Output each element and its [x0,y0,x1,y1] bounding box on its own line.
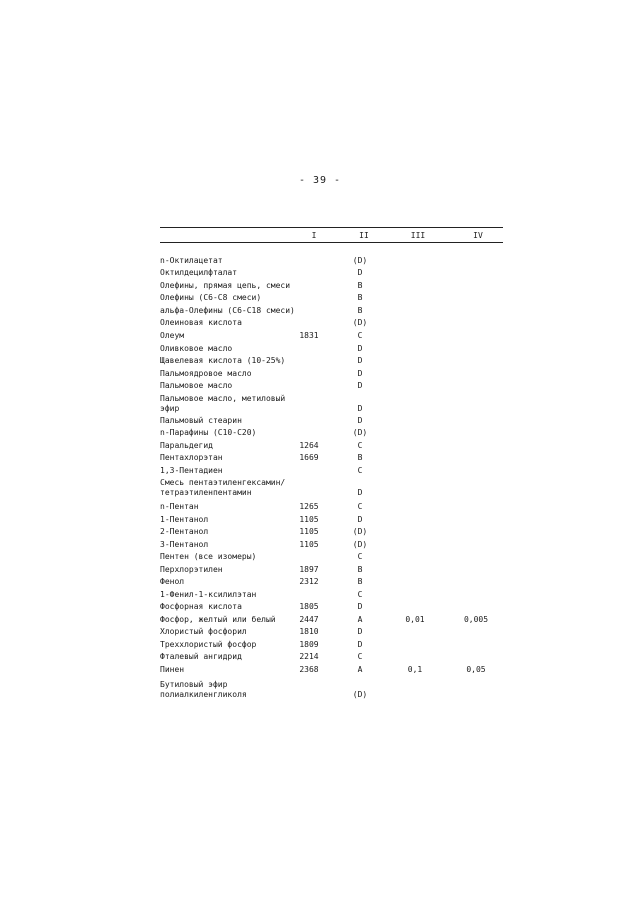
page-number: - 39 - [298,175,342,186]
substance-name: Олеум [160,331,185,340]
cell-col-2: D [357,488,363,497]
cell-col-2: (D) [352,690,368,699]
cell-col-2: D [357,268,363,277]
substance-name: Фосфор, желтый или белый [160,615,276,624]
substance-name: 3-Пентанол [160,540,209,549]
cell-col-1: 2368 [299,665,319,674]
table-top-rule [160,227,503,228]
cell-col-2: C [357,590,363,599]
substance-name: Фосфорная кислота [160,602,242,611]
substance-name: Пентахлорэтан [160,453,223,462]
column-header-3: III [410,231,426,240]
column-header-1: I [311,231,317,240]
cell-col-1: 2447 [299,615,319,624]
cell-col-1: 1669 [299,453,319,462]
substance-name: Олефины (C6-C8 смеси) [160,293,262,302]
substance-name: n-Пентан [160,502,199,511]
substance-name: 2-Пентанол [160,527,209,536]
substance-name: Олеиновая кислота [160,318,242,327]
cell-col-2: B [357,293,363,302]
substance-name: Бутиловый эфир полиалкиленгликоля [160,680,247,699]
cell-col-2: A [357,665,363,674]
cell-col-4: 0,05 [466,665,486,674]
substance-name: Перхлорэтилен [160,565,223,574]
cell-col-2: D [357,381,363,390]
cell-col-2: D [357,515,363,524]
cell-col-2: B [357,565,363,574]
cell-col-2: D [357,416,363,425]
cell-col-2: D [357,369,363,378]
substance-name: Фталевый ангидрид [160,652,242,661]
cell-col-2: A [357,615,363,624]
cell-col-2: (D) [352,527,368,536]
cell-col-2: D [357,404,363,413]
substance-name: Пальмовый стеарин [160,416,242,425]
substance-name: 1-Пентанол [160,515,209,524]
substance-name: Треххлористый фосфор [160,640,257,649]
cell-col-1: 1831 [299,331,319,340]
cell-col-2: B [357,281,363,290]
cell-col-2: C [357,652,363,661]
cell-col-1: 1105 [299,515,319,524]
substance-name: n-Октилацетат [160,256,223,265]
substance-name: Пальмовое масло [160,381,233,390]
cell-col-2: C [357,331,363,340]
substance-name: Щавелевая кислота (10-25%) [160,356,286,365]
substance-name: Хлористый фосфорил [160,627,247,636]
cell-col-1: 1265 [299,502,319,511]
substance-name: Пальмовое масло, метиловый эфир [160,394,286,413]
cell-col-1: 1810 [299,627,319,636]
cell-col-2: B [357,577,363,586]
cell-col-3: 0,1 [407,665,423,674]
substance-name: Смесь пентаэтиленгексамин/ тетраэтиленпентамин [160,478,286,497]
cell-col-1: 1105 [299,527,319,536]
cell-col-2: (D) [352,318,368,327]
cell-col-1: 1105 [299,540,319,549]
cell-col-1: 2214 [299,652,319,661]
table-header-rule [160,242,503,243]
cell-col-2: D [357,627,363,636]
cell-col-2: C [357,552,363,561]
cell-col-4: 0,005 [463,615,489,624]
cell-col-2: D [357,356,363,365]
cell-col-2: D [357,640,363,649]
substance-name: 1,3-Пентадиен [160,466,223,475]
substance-name: Оливковое масло [160,344,233,353]
substance-name: 1-Фенил-1-ксилилэтан [160,590,257,599]
cell-col-2: C [357,502,363,511]
substance-name: Пальмоядровое масло [160,369,252,378]
cell-col-1: 1264 [299,441,319,450]
column-header-2: II [359,231,369,240]
cell-col-1: 1897 [299,565,319,574]
substance-name: Пинен [160,665,185,674]
cell-col-2: (D) [352,428,368,437]
cell-col-2: (D) [352,540,368,549]
cell-col-1: 1809 [299,640,319,649]
cell-col-1: 1805 [299,602,319,611]
cell-col-2: C [357,466,363,475]
substance-name: Пентен (все изомеры) [160,552,257,561]
substance-name: альфа-Олефины (C6-C18 смеси) [160,306,295,315]
cell-col-3: 0,01 [405,615,425,624]
cell-col-2: C [357,441,363,450]
cell-col-2: D [357,602,363,611]
substance-name: Фенол [160,577,185,586]
cell-col-2: B [357,453,363,462]
column-header-4: IV [473,231,483,240]
cell-col-2: B [357,306,363,315]
cell-col-2: (D) [352,256,368,265]
cell-col-2: D [357,344,363,353]
substance-name: Паральдегид [160,441,213,450]
substance-name: Октилдецилфталат [160,268,238,277]
substance-name: Олефины, прямая цепь, смеси [160,281,291,290]
cell-col-1: 2312 [299,577,319,586]
substance-name: n-Парафины (C10-C20) [160,428,257,437]
